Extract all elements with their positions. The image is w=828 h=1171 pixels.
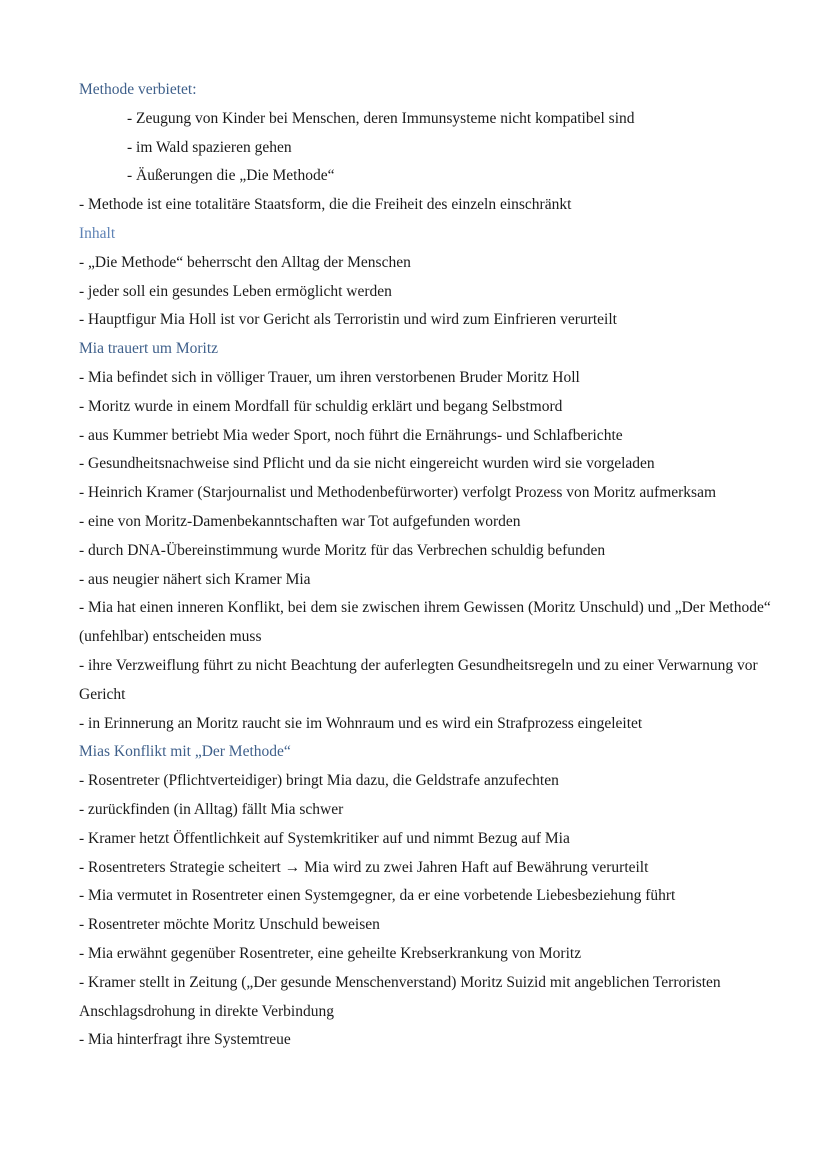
list-item: - Mia befindet sich in völliger Trauer, um ihren verstorbenen Bruder Moritz Holl xyxy=(79,368,580,386)
heading-mias-konflikt: Mias Konflikt mit „Der Methode“ xyxy=(79,743,291,761)
list-item: - Gesundheitsnachweise sind Pflicht und da sie nicht eingereicht wurden wird sie vorgeladen xyxy=(79,455,655,473)
list-item: - Methode ist eine totalitäre Staatsform, die die Freiheit des einzeln einschränkt xyxy=(79,196,572,214)
heading-mia-trauert: Mia trauert um Moritz xyxy=(79,340,219,358)
list-item: - Hauptfigur Mia Holl ist vor Gericht als Terroristin und wird zum Einfrieren verurteilt xyxy=(79,311,617,329)
heading-inhalt: Inhalt xyxy=(79,224,116,242)
list-item: - jeder soll ein gesundes Leben ermöglicht werden xyxy=(79,282,392,300)
list-item: - in Erinnerung an Moritz raucht sie im Wohnraum und es wird ein Strafprozess eingeleitet xyxy=(79,714,643,732)
list-item: - Rosentreters Strategie scheitert → Mia wird zu zwei Jahren Haft auf Bewährung verurteilt xyxy=(79,858,649,876)
list-item: - aus neugier nähert sich Kramer Mia xyxy=(79,570,311,588)
list-item: - Zeugung von Kinder bei Menschen, deren Immunsysteme nicht kompatibel sind xyxy=(127,109,635,127)
list-item: - Rosentreter möchte Moritz Unschuld beweisen xyxy=(79,916,380,934)
list-item: - „Die Methode“ beherrscht den Alltag der Menschen xyxy=(79,253,411,271)
heading-methode-verbietet: Methode verbietet: xyxy=(79,81,197,98)
list-item: - Kramer hetzt Öffentlichkeit auf Systemkritiker auf und nimmt Bezug auf Mia xyxy=(79,829,570,847)
document-page xyxy=(79,76,799,1055)
list-item: - Äußerungen die „Die Methode“ xyxy=(127,167,335,185)
list-item: - aus Kummer betriebt Mia weder Sport, noch führt die Ernährungs- und Schlafberichte xyxy=(79,426,623,444)
list-item: - durch DNA-Übereinstimmung wurde Moritz für das Verbrechen schuldig befunden xyxy=(79,541,606,559)
list-item: - Heinrich Kramer (Starjournalist und Methodenbefürworter) verfolgt Prozess von Moritz aufmerksam xyxy=(79,484,717,502)
list-item: - eine von Moritz-Damenbekanntschaften war Tot aufgefunden worden xyxy=(79,512,521,530)
list-item: - Mia hat einen inneren Konflikt, bei dem sie zwischen ihrem Gewissen (Moritz Unschuld) und „Der Methode“ (unfehlbar) entscheiden muss xyxy=(79,599,771,646)
list-item: - Mia vermutet in Rosentreter einen Systemgegner, da er eine vorbetende Liebesbeziehung führt xyxy=(79,887,676,905)
list-item: - im Wald spazieren gehen xyxy=(127,138,292,156)
list-item: - Kramer stellt in Zeitung („Der gesunde Menschenverstand) Moritz Suizid mit angeblichen Terroristen Anschlagsdrohung in direkte Verbindung xyxy=(79,973,721,1020)
list-item: - zurückfinden (in Alltag) fällt Mia schwer xyxy=(79,800,344,818)
list-item: - Rosentreter (Pflichtverteidiger) bringt Mia dazu, die Geldstrafe anzufechten xyxy=(79,772,559,790)
list-item: - Moritz wurde in einem Mordfall für schuldig erklärt und begang Selbstmord xyxy=(79,397,563,415)
list-item: - Mia hinterfragt ihre Systemtreue xyxy=(79,1031,291,1049)
list-item: - Mia erwähnt gegenüber Rosentreter, eine geheilte Krebserkrankung von Moritz xyxy=(79,944,582,962)
list-item: - ihre Verzweiflung führt zu nicht Beachtung der auferlegten Gesundheitsregeln und zu einer Verwarnung vor Gericht xyxy=(79,656,758,703)
